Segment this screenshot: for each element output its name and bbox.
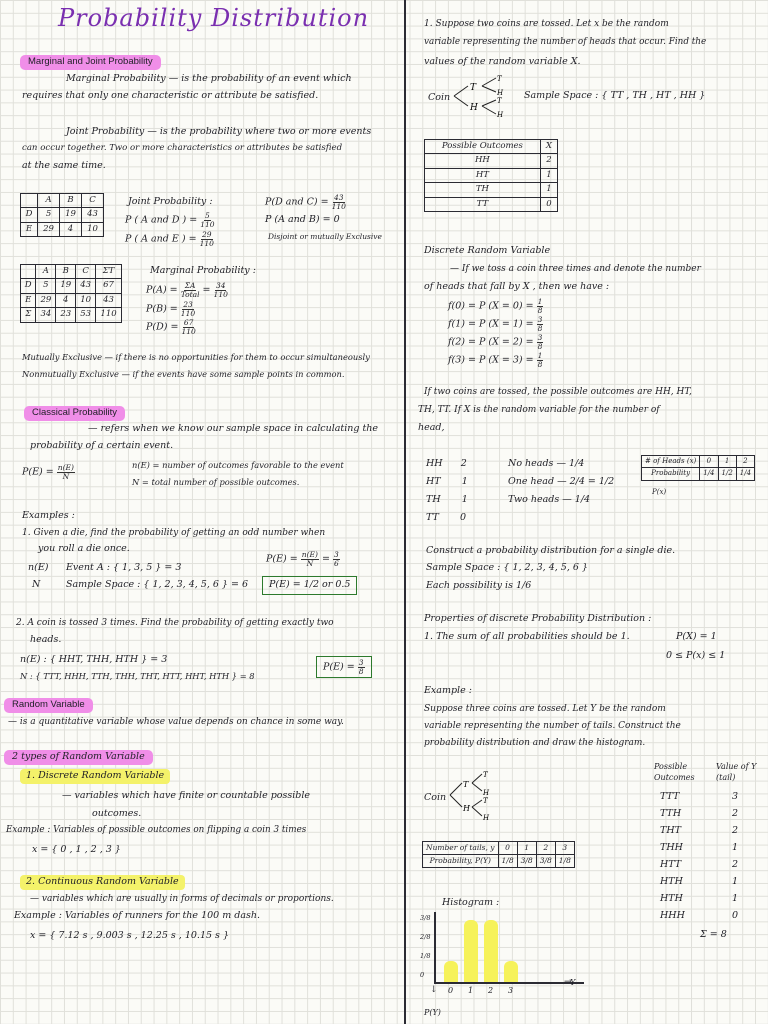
table-cell: B	[60, 194, 82, 208]
tree-node-t: T	[483, 797, 488, 805]
tree-leaf: T	[497, 97, 502, 105]
table-cell: 3	[555, 842, 574, 855]
histogram-bar	[484, 920, 498, 982]
table-cell: 1/4	[700, 468, 718, 480]
f3-line: f(3) = P (X = 3) = $\frac{1}{8}$	[448, 351, 543, 369]
discrete-example: Example : Variables of possible outcomes on flipping a coin 3 times	[6, 825, 307, 835]
y-tick-label: 1/8	[420, 952, 431, 960]
table-cell: 10	[81, 222, 103, 236]
x-tick-label: 0	[448, 986, 454, 995]
table-row	[425, 168, 558, 182]
y-axis	[434, 912, 436, 982]
example-2-line-2: heads.	[30, 634, 62, 645]
table-row	[425, 183, 558, 197]
continuous-example: Example : Variables of runners for the 100 m dash.	[14, 910, 261, 921]
table-row	[21, 208, 104, 222]
table-cell: ΣT	[96, 265, 122, 279]
each-possibility: Each possibility is 1/6	[426, 580, 532, 591]
table-cell: 3/8	[536, 855, 555, 868]
table-cell	[21, 194, 38, 208]
coin-tree-diagram	[452, 72, 512, 118]
question-1-line-1: 1. Suppose two coins are tossed. Let x be the random	[424, 19, 669, 29]
table-cell: 0	[540, 197, 557, 211]
example-right-line-3: probability distribution and draw the histogram.	[424, 738, 646, 748]
table-cell: 2	[536, 842, 555, 855]
histogram-chart	[420, 910, 600, 1020]
tree-node-t: T	[483, 771, 488, 779]
table-cell: Number of tails, y	[423, 842, 499, 855]
table-cell: HH	[425, 154, 541, 168]
table-cell: 4	[56, 293, 76, 307]
table-cell: 1/2	[718, 468, 736, 480]
discrete-def-2: outcomes.	[92, 808, 142, 819]
tail-value: 3	[732, 791, 739, 802]
table-cell: 1	[540, 168, 557, 182]
examples-label: Examples :	[22, 510, 75, 521]
outcome-item: TTT	[660, 791, 680, 802]
f1-line: f(1) = P (X = 1) = $\frac{3}{8}$	[448, 315, 543, 333]
table-cell: Probability, P(Y)	[423, 855, 499, 868]
x-tick-label: 1	[468, 986, 474, 995]
table-cell: X	[540, 140, 557, 154]
outcomes-table	[424, 139, 558, 212]
outcome-item: TTH	[660, 808, 682, 819]
table-cell: 0	[700, 456, 718, 468]
coin-label-3: Coin	[424, 792, 447, 803]
table-cell: C	[76, 265, 96, 279]
x-axis-arrow: →	[564, 977, 572, 987]
discrete-x-values: x = { 0 , 1 , 2 , 3 }	[32, 844, 121, 855]
histogram-bar	[444, 961, 458, 982]
table-cell: 53	[76, 308, 96, 322]
table-cell: 34	[36, 308, 56, 322]
table-cell: 1	[540, 183, 557, 197]
example-2-n: N : { TTT, HHH, TTH, THH, THT, HTT, HHT, HTH } = 8	[20, 671, 255, 681]
joint-prob-d-and-c: P(D and C) = $\frac{43}{110}$	[265, 193, 346, 211]
histogram-bar	[504, 961, 518, 982]
x-tick-label: 3	[508, 986, 514, 995]
table-cell: 43	[76, 279, 96, 293]
section-heading-classical: Classical Probability	[24, 406, 125, 421]
tails-probability-table	[422, 841, 575, 868]
tree-leaf: H	[497, 111, 504, 118]
drv-def-2: of heads that fall by X , then we have :	[424, 281, 610, 292]
two-coins-line-3: head,	[418, 422, 445, 433]
section-heading-random-variable: Random Variable	[4, 698, 93, 713]
example-1-answer-box: P(E) = 1/2 or 0.5	[262, 576, 357, 595]
two-coins-line-2: TH, TT. If X is the random variable for the number of	[418, 405, 660, 415]
table-row	[642, 456, 755, 468]
list-item: TH 1	[426, 494, 468, 505]
tail-value: 2	[732, 859, 739, 870]
table-cell: 5	[36, 279, 56, 293]
outcome-item: HTH	[660, 876, 683, 887]
table-cell: Possible Outcomes	[425, 140, 541, 154]
y-axis-label: P(Y)	[424, 1008, 441, 1017]
properties-heading: Properties of discrete Probability Distribution :	[424, 613, 652, 624]
table-cell: 1	[517, 842, 536, 855]
n-definition: N = total number of possible outcomes.	[132, 477, 300, 487]
table-cell: 2	[736, 456, 754, 468]
classical-formula: P(E) = $\frac{n(E)}{N}$	[22, 463, 74, 481]
tree-node-h: H	[470, 103, 478, 113]
question-1-line-2: variable representing the number of heads that occur. Find the	[424, 37, 707, 47]
two-heads-line: Two heads — 1/4	[508, 494, 591, 505]
f0-line: f(0) = P (X = 0) = $\frac{1}{8}$	[448, 297, 543, 315]
outcome-item: THH	[660, 842, 683, 853]
heads-distribution-table	[641, 455, 755, 481]
x-axis-label: Y	[570, 978, 576, 987]
table-cell: A	[38, 194, 60, 208]
table-row	[21, 293, 122, 307]
y-tick-label: 0	[420, 971, 425, 979]
random-variable-def: — is a quantitative variable whose value depends on chance in some way.	[8, 717, 344, 727]
section-heading-marginal-joint: Marginal and Joint Probability	[20, 55, 161, 70]
table-cell: 1/8	[498, 855, 517, 868]
table-cell: 3/8	[517, 855, 536, 868]
construct-sample-space: Sample Space : { 1, 2, 3, 4, 5, 6 }	[426, 562, 588, 573]
sample-space-two-coins: Sample Space : { TT , TH , HT , HH }	[524, 90, 706, 101]
table-cell: D	[21, 279, 36, 293]
construct-line: Construct a probability distribution for a single die.	[426, 545, 676, 556]
classical-def-1: — refers when we know our sample space in calculating the	[88, 423, 379, 434]
table-cell: 43	[81, 208, 103, 222]
discrete-def-1: — variables which have finite or countable possible	[62, 790, 311, 801]
table-cell: D	[21, 208, 38, 222]
list-item: HT 1	[426, 476, 468, 487]
x-axis	[434, 982, 584, 984]
example-right-line-2: variable representing the number of tails. Construct the	[424, 721, 681, 731]
example-2-answer-box: P(E) = $\frac{3}{8}$	[316, 656, 372, 678]
tree-leaf: T	[497, 75, 502, 83]
table-row	[21, 279, 122, 293]
continuous-x-values: x = { 7.12 s , 9.003 s , 12.25 s , 10.15 s }	[30, 930, 229, 941]
table-cell: 2	[540, 154, 557, 168]
value-y-header: Value of Y (tail)	[716, 762, 757, 782]
table-row	[423, 842, 575, 855]
example-1-formula: P(E) = $\frac{n(E)}{N}$ = $\frac{3}{6}$	[266, 550, 339, 568]
table-cell: TT	[425, 197, 541, 211]
table-cell: 5	[38, 208, 60, 222]
classical-def-2: probability of a certain event.	[30, 440, 174, 451]
discrete-heading: 1. Discrete Random Variable	[20, 769, 170, 784]
example-1-sample-space: Sample Space : { 1, 2, 3, 4, 5, 6 } = 6	[66, 579, 249, 590]
table-cell: 1	[718, 456, 736, 468]
y-tick-label: 2/8	[420, 933, 431, 941]
table-row	[642, 468, 755, 480]
coin-label: Coin	[428, 92, 451, 103]
table-cell: TH	[425, 183, 541, 197]
table-cell: Σ	[21, 308, 36, 322]
outcome-item: HTH	[660, 893, 683, 904]
tail-value: 1	[732, 876, 739, 887]
table-cell: 29	[38, 222, 60, 236]
no-heads-line: No heads — 1/4	[508, 458, 585, 469]
example-2-ne: n(E) : { HHT, THH, HTH } = 3	[20, 654, 168, 665]
joint-prob-a-and-d: P ( A and D ) = $\frac{5}{110}$	[125, 211, 215, 229]
list-item: TT 0	[426, 512, 467, 523]
table-cell: E	[21, 222, 38, 236]
property-2-formula: 0 ≤ P(x) ≤ 1	[666, 650, 726, 661]
example-label-right: Example :	[424, 685, 472, 696]
tail-value: 2	[732, 808, 739, 819]
table-cell: B	[56, 265, 76, 279]
page-title: Probability Distribution	[58, 4, 370, 32]
example-1-ne: n(E)	[28, 562, 49, 573]
table-cell: 23	[56, 308, 76, 322]
tree-node-t: T	[463, 780, 469, 789]
table-cell: C	[81, 194, 103, 208]
table-row	[425, 154, 558, 168]
tree-node-h: H	[483, 789, 490, 797]
table-cell: 67	[96, 279, 122, 293]
joint-prob-a-and-b: P (A and B) = 0	[265, 214, 340, 225]
list-item: HH 2	[426, 458, 467, 469]
table-cell: 19	[56, 279, 76, 293]
table-cell: 43	[96, 293, 122, 307]
outcome-item: HTT	[660, 859, 682, 870]
marginal-p-d: P(D) = $\frac{67}{110}$	[146, 318, 196, 336]
joint-def-2: can occur together. Two or more characteristics or attributes be satisfied	[22, 143, 343, 153]
two-coins-line-1: If two coins are tossed, the possible outcomes are HH, HT,	[424, 387, 692, 397]
tree-node-h: H	[483, 814, 490, 822]
table-cell: Probability	[642, 468, 700, 480]
continuous-def: — variables which are usually in forms of decimals or proportions.	[30, 894, 334, 904]
marginal-probability-label: Marginal Probability :	[150, 265, 256, 276]
tail-value: 1	[732, 893, 739, 904]
possible-outcomes-header: Possible Outcomes	[654, 762, 695, 782]
types-heading: 2 types of Random Variable	[4, 750, 153, 765]
joint-def-3: at the same time.	[22, 160, 106, 171]
f2-line: f(2) = P (X = 2) = $\frac{3}{8}$	[448, 333, 543, 351]
table-row	[21, 265, 122, 279]
joint-prob-a-and-e: P ( A and E ) = $\frac{29}{110}$	[125, 230, 214, 248]
nonmutually-exclusive-def: Nonmutually Exclusive — if the events have some sample points in common.	[22, 369, 345, 379]
tree-node-t: T	[470, 83, 477, 93]
joint-probability-label: Joint Probability :	[128, 196, 213, 207]
table-row	[21, 194, 104, 208]
marginal-p-a: P(A) = $\frac{\Sigma A}{\text{Total}}$ = $\frac{34}{110}$	[146, 281, 228, 299]
table-row	[425, 197, 558, 211]
tail-value: 0	[732, 910, 739, 921]
x-tick-label: 2	[488, 986, 494, 995]
joint-def-1: Joint Probability — is the probability where two or more events	[66, 126, 372, 137]
question-1-line-3: values of the random variable X.	[424, 56, 581, 67]
table-cell: # of Heads (x)	[642, 456, 700, 468]
table-cell: 4	[60, 222, 82, 236]
histogram-bar	[464, 920, 478, 982]
example-1-n: N	[32, 579, 41, 590]
table-row	[425, 140, 558, 154]
drv-def-1: — If we toss a coin three times and denote the number	[450, 264, 701, 274]
joint-table	[20, 193, 104, 237]
example-1-line-1: 1. Given a die, find the probability of getting an odd number when	[22, 528, 326, 538]
table-cell: HT	[425, 168, 541, 182]
example-2-line-1: 2. A coin is tossed 3 times. Find the probability of getting exactly two	[16, 618, 334, 628]
column-divider	[404, 0, 406, 1024]
tail-value: 1	[732, 842, 739, 853]
table-cell: E	[21, 293, 36, 307]
table-row	[21, 308, 122, 322]
marginal-def-1: Marginal Probability — is the probability of an event which	[66, 73, 352, 84]
histogram-title: Histogram :	[442, 897, 500, 908]
marginal-table	[20, 264, 122, 323]
example-1-event: Event A : { 1, 3, 5 } = 3	[66, 562, 182, 573]
tree-leaf: H	[497, 89, 504, 97]
discrete-random-variable-heading: Discrete Random Variable	[424, 245, 551, 256]
marginal-p-b: P(B) = $\frac{23}{110}$	[146, 300, 196, 318]
table-cell: 29	[36, 293, 56, 307]
property-1: 1. The sum of all probabilities should be 1.	[424, 631, 630, 642]
table-cell: 10	[76, 293, 96, 307]
sum-label: Σ = 8	[700, 929, 727, 940]
disjoint-note: Disjoint or mutually Exclusive	[268, 232, 382, 241]
three-coin-tree-diagram	[448, 762, 518, 824]
example-right-line-1: Suppose three coins are tossed. Let Y be the random	[424, 704, 666, 714]
one-head-line: One head — 2/4 = 1/2	[508, 476, 615, 487]
table-row	[423, 855, 575, 868]
outcome-item: THT	[660, 825, 681, 836]
table-cell: A	[36, 265, 56, 279]
y-axis-arrow: ↓	[430, 985, 438, 995]
px-label: P(x)	[652, 488, 667, 496]
y-tick-label: 3/8	[420, 914, 431, 922]
property-1-formula: P(X) = 1	[676, 631, 717, 642]
table-cell: 1/8	[555, 855, 574, 868]
table-cell: 110	[96, 308, 122, 322]
continuous-heading: 2. Continuous Random Variable	[20, 875, 185, 890]
mutually-exclusive-def: Mutually Exclusive — if there is no opportunities for them to occur simultaneously	[22, 352, 370, 362]
table-row	[21, 222, 104, 236]
ne-definition: n(E) = number of outcomes favorable to the event	[132, 460, 344, 470]
table-cell	[21, 265, 36, 279]
marginal-def-2: requires that only one characteristic or attribute be satisfied.	[22, 90, 319, 101]
example-1-line-2: you roll a die once.	[38, 543, 130, 554]
tail-value: 2	[732, 825, 739, 836]
outcome-item: HHH	[660, 910, 685, 921]
table-cell: 19	[60, 208, 82, 222]
tree-node-h: H	[463, 804, 470, 813]
table-cell: 1/4	[736, 468, 754, 480]
table-cell: 0	[498, 842, 517, 855]
